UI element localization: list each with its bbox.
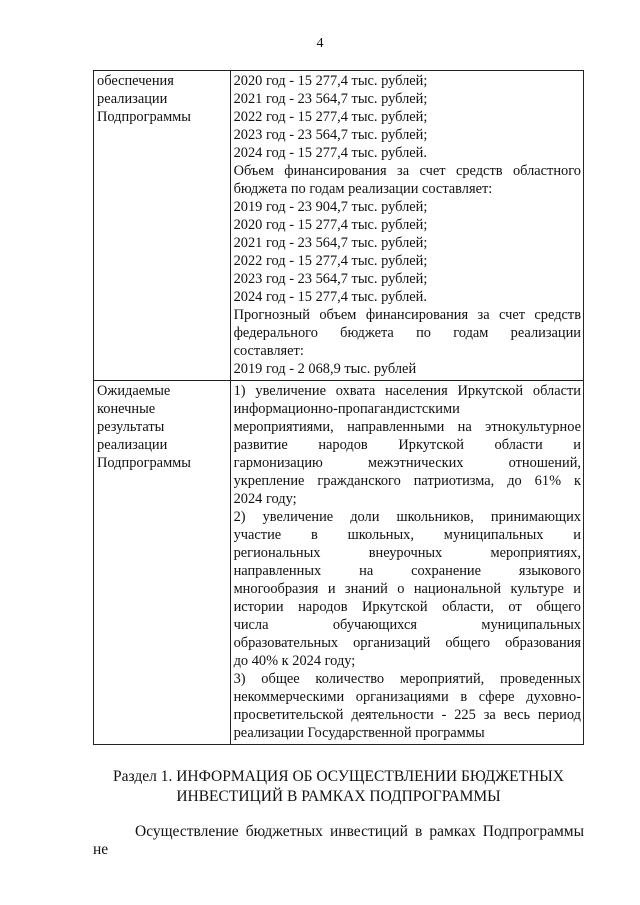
value-line: 3) общее количество мероприятий, проведенных [233,671,581,687]
value-line: составляет: [233,343,304,359]
value-line: укрепление гражданского патриотизма, до 61% к [233,473,581,489]
row-value-financing [230,71,583,381]
row-label-expected-results [94,381,231,745]
section-heading-line: Раздел 1. ИНФОРМАЦИЯ ОБ ОСУЩЕСТВЛЕНИИ БЮДЖЕТНЫХ [113,768,564,785]
value-line: участие в школьных, муниципальных и [233,527,581,543]
value-line: числа обучающихся муниципальных [233,617,581,633]
table-row-financing [94,71,584,381]
section-heading [93,767,584,807]
value-line: 2023 год - 23 564,7 тыс. рублей; [233,127,428,143]
value-line: 2024 год - 15 277,4 тыс. рублей. [233,289,427,305]
value-line: 2024 году; [233,491,297,507]
value-line: реализации Государственной программы [233,725,485,741]
value-line: гармонизацию межэтнических отношений, [233,455,581,471]
value-line: многообразия и знаний о национальной культуре и [233,581,581,597]
row-label-financing [94,71,231,381]
value-line: 2) увеличение доли школьников, принимающих [233,509,581,525]
value-line: 2023 год - 23 564,7 тыс. рублей; [233,271,428,287]
value-line: бюджета по годам реализации составляет: [233,181,493,197]
subprogram-passport-table [93,70,584,745]
value-line: Объем финансирования за счет средств областного [233,163,581,179]
value-line: истории народов Иркутской области, от общего [233,599,581,615]
value-line: направленных на сохранение языкового [233,563,581,579]
label-line: Ожидаемые [97,383,171,399]
value-line: 2019 год - 23 904,7 тыс. рублей; [233,199,428,215]
value-line: 2020 год - 15 277,4 тыс. рублей; [233,217,428,233]
row-value-expected-results [230,381,583,745]
label-line: реализации [97,91,168,107]
value-line: 2022 год - 15 277,4 тыс. рублей; [233,253,428,269]
label-line: результаты [97,419,165,435]
value-line: федерального бюджета по годам реализации [233,325,581,341]
value-line: Прогнозный объем финансирования за счет средств [233,307,581,323]
value-line: некоммерческими организациями в сфере духовно- [233,689,581,705]
value-line: мероприятиями, направленными на этнокультурное [233,419,581,435]
value-line: региональных внеурочных мероприятиях, [233,545,581,561]
label-line: Подпрограммы [97,455,191,471]
page-number: 4 [316,36,324,51]
label-line: обеспечения [97,73,174,89]
value-line: 2019 год - 2 068,9 тыс. рублей [233,361,417,377]
value-line: до 40% к 2024 году; [233,653,356,669]
section-heading-line: ИНВЕСТИЦИЙ В РАМКАХ ПОДПРОГРАММЫ [176,788,501,805]
value-line: просветительской деятельности - 225 за весь период [233,707,581,723]
value-line: 2020 год - 15 277,4 тыс. рублей; [233,73,428,89]
table-row-expected-results [94,381,584,745]
value-line: информационно-пропагандистскими [233,401,460,417]
value-line: 2021 год - 23 564,7 тыс. рублей; [233,91,428,107]
value-line: образовательных организаций общего образования [233,635,581,651]
value-line: развитие народов Иркутской области и [233,437,581,453]
value-line: 2024 год - 15 277,4 тыс. рублей. [233,145,427,161]
label-line: Подпрограммы [97,109,191,125]
value-line: 2022 год - 15 277,4 тыс. рублей; [233,109,428,125]
value-line: 2021 год - 23 564,7 тыс. рублей; [233,235,428,251]
label-line: реализации [97,437,168,453]
label-line: конечные [97,401,156,417]
value-line: 1) увеличение охвата населения Иркутской области [233,383,581,399]
body-paragraph: Осуществление бюджетных инвестиций в рамках Подпрограммы не [93,823,584,858]
